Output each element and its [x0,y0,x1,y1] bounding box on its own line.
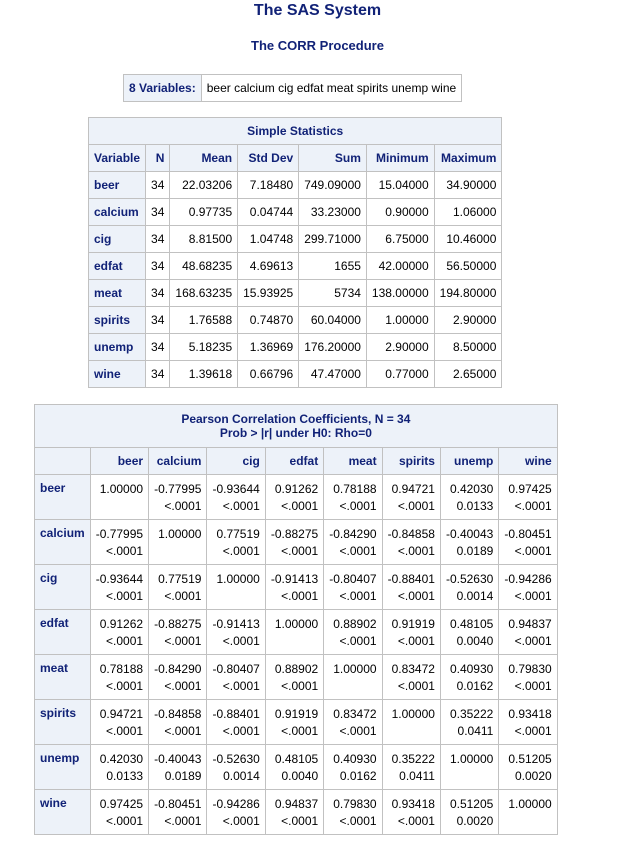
stat-cell: 34 [146,226,170,253]
pearson-col-header: calcium [149,448,207,475]
correlation-value: 0.93418 [508,707,552,721]
p-value: <.0001 [281,589,319,603]
correlation-value: -0.94286 [212,797,260,811]
p-value: <.0001 [514,499,552,513]
correlation-cell [499,520,557,565]
correlation-cell [207,520,265,565]
correlation-value: 0.88902 [274,662,319,676]
correlation-cell [499,790,557,835]
table-row [89,307,502,334]
stat-cell: 1.04748 [238,226,299,253]
correlation-value: 1.00000 [99,482,144,496]
stat-cell: 1.39618 [170,361,238,388]
stat-cell: 5734 [299,280,367,307]
p-value: <.0001 [397,589,435,603]
stat-cell: 1.76588 [170,307,238,334]
simple-statistics-caption: Simple Statistics [89,118,502,145]
p-value: <.0001 [164,499,202,513]
correlation-cell [382,745,440,790]
correlation-cell [324,610,382,655]
table-row [89,226,502,253]
p-value: 0.0020 [515,769,552,783]
correlation-cell [265,565,323,610]
correlation-value: 0.83472 [391,662,435,676]
correlation-cell [324,475,382,520]
p-value: <.0001 [397,499,435,513]
p-value: <.0001 [339,499,377,513]
simple-statistics-table [88,117,502,388]
correlation-cell [90,610,148,655]
correlation-value: -0.88401 [212,707,260,721]
correlation-value: 0.94837 [508,617,552,631]
p-value: <.0001 [397,679,435,693]
pearson-correlation-table [34,404,558,835]
row-header: meat [35,655,91,700]
correlation-value: 0.42030 [99,752,144,766]
p-value: <.0001 [339,634,377,648]
correlation-cell [149,790,207,835]
correlation-value: 0.48105 [449,617,494,631]
correlation-value: 0.94721 [391,482,435,496]
table-row [35,475,558,520]
correlation-cell [440,610,498,655]
correlation-value: -0.88401 [387,572,435,586]
pearson-col-header: cig [207,448,265,475]
table-row [35,565,558,610]
correlation-cell [149,565,207,610]
p-value: <.0001 [106,544,144,558]
correlation-cell [207,475,265,520]
correlation-value: 0.79830 [508,662,552,676]
stat-cell: 749.09000 [299,172,367,199]
correlation-value: 0.40930 [449,662,494,676]
p-value: 0.0014 [223,769,260,783]
pearson-col-header: edfat [265,448,323,475]
stat-cell: 60.04000 [299,307,367,334]
correlation-value: -0.91413 [270,572,319,586]
stat-cell: 33.23000 [299,199,367,226]
correlation-value: 0.97425 [99,797,144,811]
correlation-value: -0.93644 [212,482,260,496]
stat-cell: 168.63235 [170,280,238,307]
correlation-cell [207,790,265,835]
simple-col-header: N [146,145,170,172]
correlation-cell [90,475,148,520]
table-row [89,334,502,361]
stat-cell: 0.74870 [238,307,299,334]
correlation-value: 1.00000 [391,707,435,721]
correlation-cell [207,745,265,790]
stat-cell: 22.03206 [170,172,238,199]
p-value: <.0001 [514,724,552,738]
correlation-cell [440,790,498,835]
correlation-value: 1.00000 [158,527,202,541]
p-value: <.0001 [339,724,377,738]
correlation-cell [265,790,323,835]
row-header: beer [89,172,146,199]
p-value: 0.0411 [399,769,435,783]
correlation-value: 0.51205 [449,797,494,811]
correlation-value: -0.52630 [212,752,260,766]
row-header: meat [89,280,146,307]
stat-cell: 4.69613 [238,253,299,280]
p-value: <.0001 [222,634,260,648]
stat-cell: 34 [146,172,170,199]
correlation-cell [265,700,323,745]
p-value: <.0001 [339,814,377,828]
pearson-col-header: unemp [440,448,498,475]
correlation-value: 0.35222 [391,752,435,766]
corner-cell [35,448,91,475]
pearson-col-header: meat [324,448,382,475]
correlation-value: -0.88275 [270,527,319,541]
p-value [329,678,376,695]
p-value: <.0001 [339,589,377,603]
row-header: edfat [35,610,91,655]
correlation-cell [149,700,207,745]
stat-cell: 5.18235 [170,334,238,361]
correlation-value: 0.97425 [508,482,552,496]
correlation-cell [324,565,382,610]
correlation-value: -0.88275 [154,617,202,631]
row-header: calcium [89,199,146,226]
p-value: <.0001 [281,499,319,513]
pearson-col-header: beer [90,448,148,475]
correlation-cell [149,745,207,790]
row-header: spirits [35,700,91,745]
correlation-value: 0.94721 [99,707,144,721]
correlation-cell [90,565,148,610]
correlation-cell [265,610,323,655]
correlation-value: -0.80407 [212,662,260,676]
stat-cell: 34 [146,253,170,280]
correlation-value: 0.83472 [333,707,377,721]
p-value: <.0001 [164,634,202,648]
correlation-cell [207,610,265,655]
correlation-cell [90,655,148,700]
row-header: cig [35,565,91,610]
p-value: <.0001 [514,679,552,693]
correlation-cell [440,700,498,745]
correlation-value: 1.00000 [508,797,552,811]
correlation-value: 0.91919 [391,617,435,631]
p-value [504,813,551,830]
p-value: <.0001 [222,499,260,513]
variables-table [123,74,462,102]
correlation-value: 0.48105 [274,752,319,766]
stat-cell: 56.50000 [434,253,502,280]
p-value: 0.0162 [339,769,377,783]
stat-cell: 6.75000 [366,226,434,253]
correlation-value: 0.40930 [333,752,377,766]
p-value: <.0001 [281,544,319,558]
correlation-cell [440,565,498,610]
correlation-cell [324,790,382,835]
correlation-value: 1.00000 [333,662,377,676]
stat-cell: 176.20000 [299,334,367,361]
correlation-cell [382,520,440,565]
stat-cell: 34 [146,199,170,226]
simple-col-header: Mean [170,145,238,172]
p-value: <.0001 [106,679,144,693]
correlation-cell [207,700,265,745]
simple-col-header: Variable [89,145,146,172]
p-value: <.0001 [222,544,260,558]
simple-col-header: Minimum [366,145,434,172]
stat-cell: 48.68235 [170,253,238,280]
p-value: <.0001 [164,724,202,738]
table-row [35,610,558,655]
pearson-col-header: spirits [382,448,440,475]
p-value [96,498,143,515]
stat-cell: 34 [146,307,170,334]
correlation-cell [324,700,382,745]
p-value: 0.0040 [456,634,494,648]
table-row [35,745,558,790]
p-value: <.0001 [164,679,202,693]
table-row [89,172,502,199]
stat-cell: 194.80000 [434,280,502,307]
row-header: unemp [89,334,146,361]
p-value: <.0001 [397,544,435,558]
correlation-cell [324,520,382,565]
correlation-value: -0.77995 [95,527,144,541]
stat-cell: 34.90000 [434,172,502,199]
p-value: <.0001 [164,589,202,603]
table-row [35,655,558,700]
correlation-value: -0.40043 [445,527,494,541]
p-value: <.0001 [397,634,435,648]
stat-cell: 7.18480 [238,172,299,199]
pearson-caption-line2: Prob > |r| under H0: Rho=0 [219,426,372,440]
p-value: 0.0189 [456,544,494,558]
p-value: 0.0189 [164,769,202,783]
p-value: 0.0014 [456,589,494,603]
pearson-caption [35,405,558,448]
row-header: wine [35,790,91,835]
correlation-value: -0.80407 [329,572,377,586]
correlation-cell [149,475,207,520]
correlation-cell [149,520,207,565]
row-header: spirits [89,307,146,334]
stat-cell: 34 [146,334,170,361]
correlation-cell [499,655,557,700]
correlation-cell [90,790,148,835]
correlation-cell [382,790,440,835]
p-value: <.0001 [514,589,552,603]
correlation-value: 0.77519 [158,572,202,586]
p-value [212,588,259,605]
correlation-value: -0.94286 [504,572,552,586]
correlation-cell [207,565,265,610]
correlation-value: -0.80451 [154,797,202,811]
page-title: The SAS System [253,2,382,19]
correlation-value: 0.51205 [508,752,552,766]
p-value: <.0001 [106,589,144,603]
stat-cell: 34 [146,280,170,307]
stat-cell: 1.00000 [366,307,434,334]
table-row [89,361,502,388]
correlation-value: 0.93418 [391,797,435,811]
correlation-cell [382,610,440,655]
p-value: 0.0040 [281,769,319,783]
stat-cell: 0.77000 [366,361,434,388]
table-row [35,790,558,835]
correlation-value: -0.84290 [154,662,202,676]
correlation-value: 1.00000 [216,572,260,586]
correlation-value: -0.84290 [329,527,377,541]
p-value: <.0001 [281,724,319,738]
correlation-value: 0.78188 [333,482,377,496]
stat-cell: 47.47000 [299,361,367,388]
row-header: cig [89,226,146,253]
correlation-value: 1.00000 [449,752,494,766]
correlation-value: 0.79830 [333,797,377,811]
p-value: <.0001 [397,814,435,828]
correlation-value: 0.94837 [274,797,319,811]
p-value: <.0001 [222,724,260,738]
correlation-value: -0.84858 [154,707,202,721]
correlation-cell [382,655,440,700]
table-row [89,199,502,226]
p-value: 0.0133 [106,769,144,783]
stat-cell: 2.90000 [434,307,502,334]
correlation-value: 0.91262 [274,482,319,496]
row-header: wine [89,361,146,388]
correlation-cell [440,745,498,790]
p-value: <.0001 [222,679,260,693]
stat-cell: 34 [146,361,170,388]
correlation-value: 0.88902 [333,617,377,631]
simple-col-header: Sum [299,145,367,172]
variables-label: 8 Variables: [124,75,202,102]
row-header: beer [35,475,91,520]
stat-cell: 0.97735 [170,199,238,226]
p-value: <.0001 [514,544,552,558]
correlation-cell [265,745,323,790]
correlation-cell [499,475,557,520]
correlation-cell [440,520,498,565]
p-value: 0.0162 [456,679,494,693]
stat-cell: 299.71000 [299,226,367,253]
p-value: <.0001 [106,634,144,648]
correlation-value: -0.93644 [95,572,144,586]
correlation-cell [440,475,498,520]
correlation-cell [440,655,498,700]
stat-cell: 42.00000 [366,253,434,280]
correlation-cell [90,520,148,565]
p-value [271,633,318,650]
table-row [89,253,502,280]
stat-cell: 0.04744 [238,199,299,226]
stat-cell: 2.90000 [366,334,434,361]
correlation-cell [324,655,382,700]
p-value [388,723,435,740]
p-value: <.0001 [281,679,319,693]
correlation-cell [90,700,148,745]
p-value: 0.0020 [456,814,494,828]
correlation-cell [149,610,207,655]
p-value: 0.0411 [457,724,494,738]
correlation-value: -0.84858 [387,527,435,541]
stat-cell: 8.50000 [434,334,502,361]
correlation-value: -0.91413 [212,617,260,631]
p-value: <.0001 [106,724,144,738]
stat-cell: 1655 [299,253,367,280]
stat-cell: 15.93925 [238,280,299,307]
stat-cell: 0.90000 [366,199,434,226]
correlation-value: 0.91919 [274,707,319,721]
correlation-cell [265,655,323,700]
correlation-value: -0.80451 [504,527,552,541]
pearson-caption-line1: Pearson Correlation Coefficients, N = 34 [181,412,411,426]
correlation-cell [265,475,323,520]
correlation-value: 1.00000 [274,617,319,631]
stat-cell: 1.36969 [238,334,299,361]
stat-cell: 15.04000 [366,172,434,199]
correlation-cell [499,700,557,745]
p-value: <.0001 [281,814,319,828]
p-value: <.0001 [514,634,552,648]
row-header: unemp [35,745,91,790]
correlation-cell [382,475,440,520]
correlation-value: -0.52630 [445,572,494,586]
stat-cell: 10.46000 [434,226,502,253]
table-row [35,520,558,565]
table-row [35,700,558,745]
simple-col-header: Maximum [434,145,502,172]
correlation-cell [499,610,557,655]
stat-cell: 8.81500 [170,226,238,253]
p-value: <.0001 [164,814,202,828]
procedure-title: The CORR Procedure [251,38,384,53]
p-value: <.0001 [106,814,144,828]
correlation-value: 0.42030 [449,482,494,496]
row-header: edfat [89,253,146,280]
table-row [89,280,502,307]
p-value: <.0001 [339,544,377,558]
stat-cell: 138.00000 [366,280,434,307]
correlation-value: -0.77995 [154,482,202,496]
correlation-cell [499,565,557,610]
p-value [446,768,493,785]
row-header: calcium [35,520,91,565]
correlation-cell [382,565,440,610]
correlation-cell [265,520,323,565]
correlation-cell [382,700,440,745]
pearson-col-header: wine [499,448,557,475]
p-value: 0.0133 [456,499,494,513]
variables-list: beer calcium cig edfat meat spirits unemp wine [201,75,461,102]
correlation-cell [324,745,382,790]
correlation-value: 0.78188 [99,662,144,676]
correlation-value: 0.35222 [449,707,494,721]
p-value [154,543,201,560]
correlation-cell [207,655,265,700]
stat-cell: 0.66796 [238,361,299,388]
p-value: <.0001 [222,814,260,828]
stat-cell: 1.06000 [434,199,502,226]
correlation-value: 0.77519 [216,527,260,541]
correlation-cell [499,745,557,790]
correlation-value: -0.40043 [154,752,202,766]
correlation-cell [90,745,148,790]
correlation-value: 0.91262 [99,617,144,631]
simple-col-header: Std Dev [238,145,299,172]
stat-cell: 2.65000 [434,361,502,388]
correlation-cell [149,655,207,700]
